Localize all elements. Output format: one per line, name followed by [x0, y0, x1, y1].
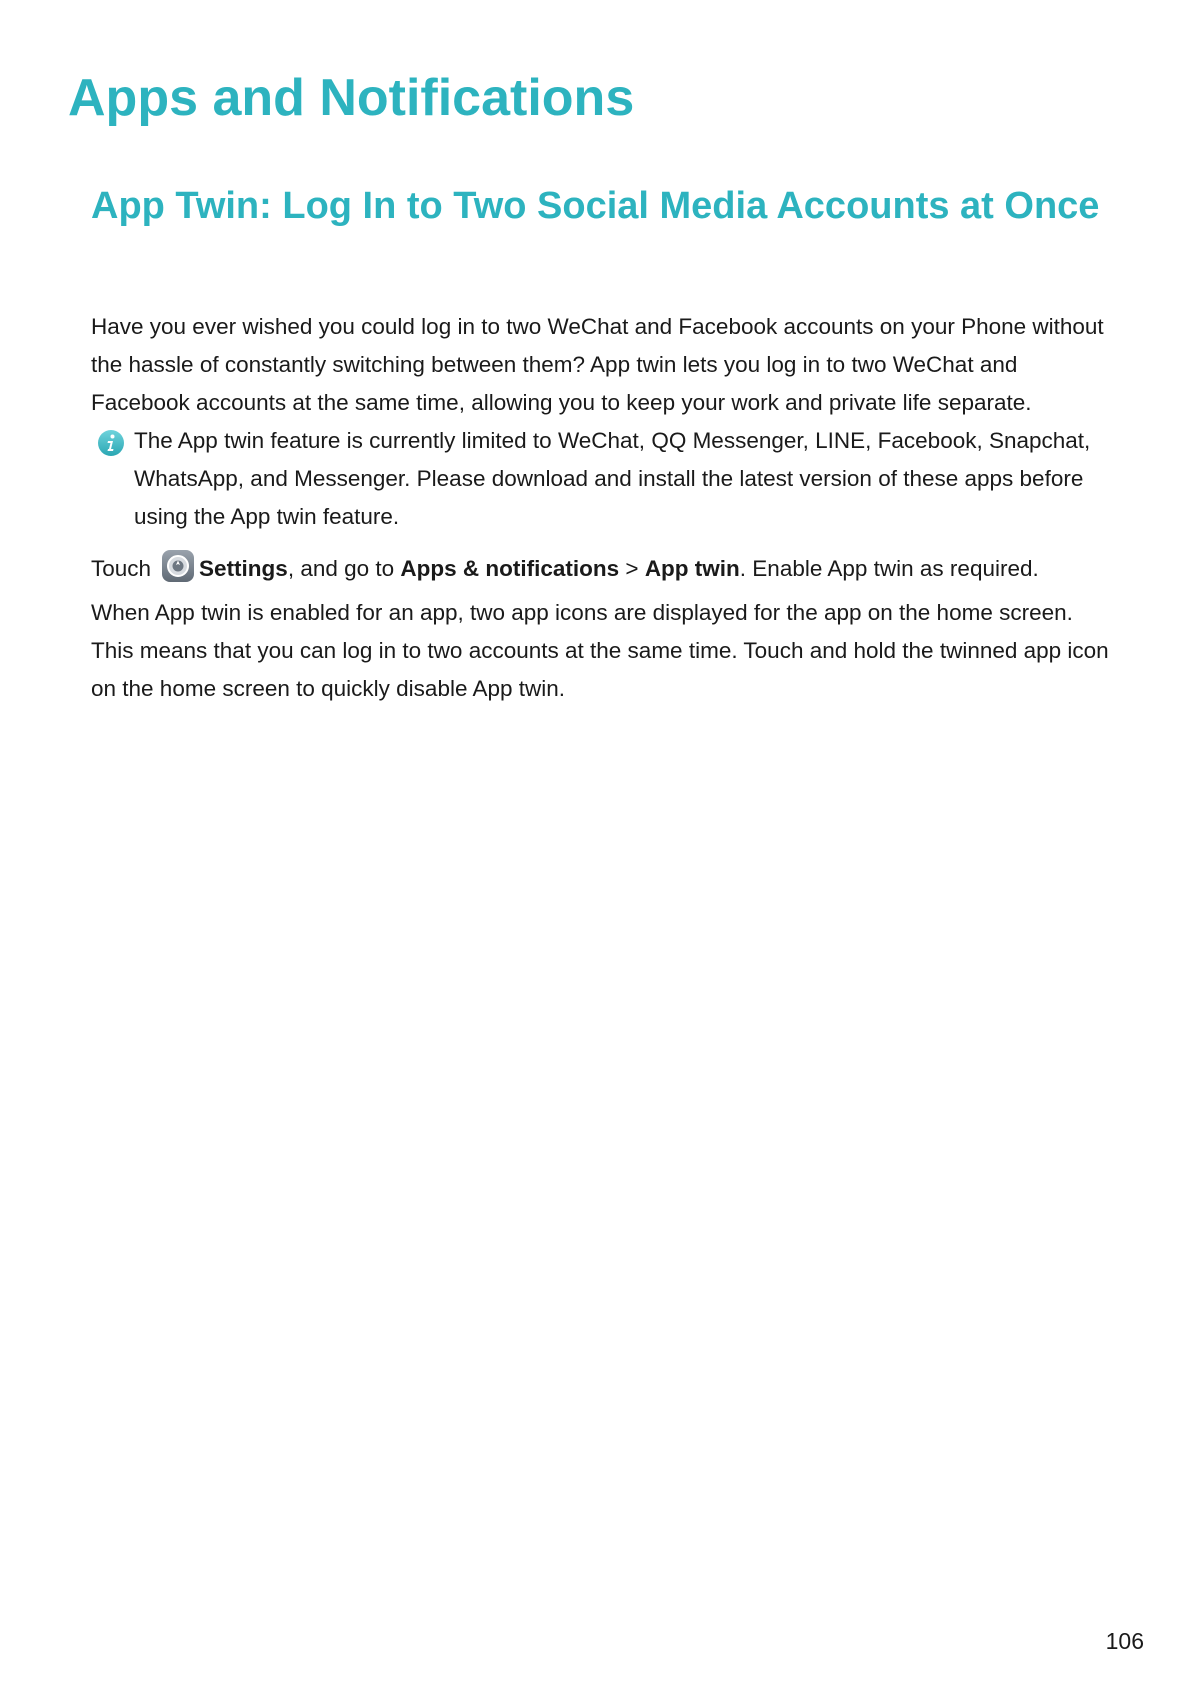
info-icon	[97, 429, 125, 457]
note-text: The App twin feature is currently limited to WeChat, QQ Messenger, LINE, Facebook, Snapchat, WhatsApp, and Messenger. Please download and install the latest version of these apps before using the App twin feature.	[134, 428, 1091, 529]
chapter-title: Apps and Notifications	[68, 69, 635, 127]
details-paragraph: When App twin is enabled for an app, two app icons are displayed for the app on the home screen. This means that you can log in to two accounts at the same time. Touch and hold the twinned app icon on the home screen to quickly disable App twin.	[91, 600, 1109, 701]
section-title: App Twin: Log In to Two Social Media Accounts at Once	[91, 185, 1100, 227]
intro-paragraph: Have you ever wished you could log in to two WeChat and Facebook accounts on your Phone without the hassle of constantly switching between them? App twin lets you log in to two WeChat and Facebook accounts at the same time, allowing you to keep your work and private life separate.	[91, 314, 1104, 415]
instruction-suffix: . Enable App twin as required.	[739, 556, 1039, 581]
instruction-paragraph	[91, 550, 1111, 588]
menu-item: App twin	[644, 556, 740, 581]
page-number: 106	[1105, 1628, 1144, 1654]
note-block	[91, 422, 1111, 536]
instruction-prefix: Touch	[91, 556, 152, 581]
instruction-middle: , and go to	[287, 556, 401, 581]
path-separator: >	[619, 556, 645, 581]
menu-path: Apps & notifications	[400, 556, 620, 581]
settings-icon	[161, 549, 195, 583]
section-content	[91, 308, 1111, 708]
settings-label: Settings	[199, 556, 288, 581]
